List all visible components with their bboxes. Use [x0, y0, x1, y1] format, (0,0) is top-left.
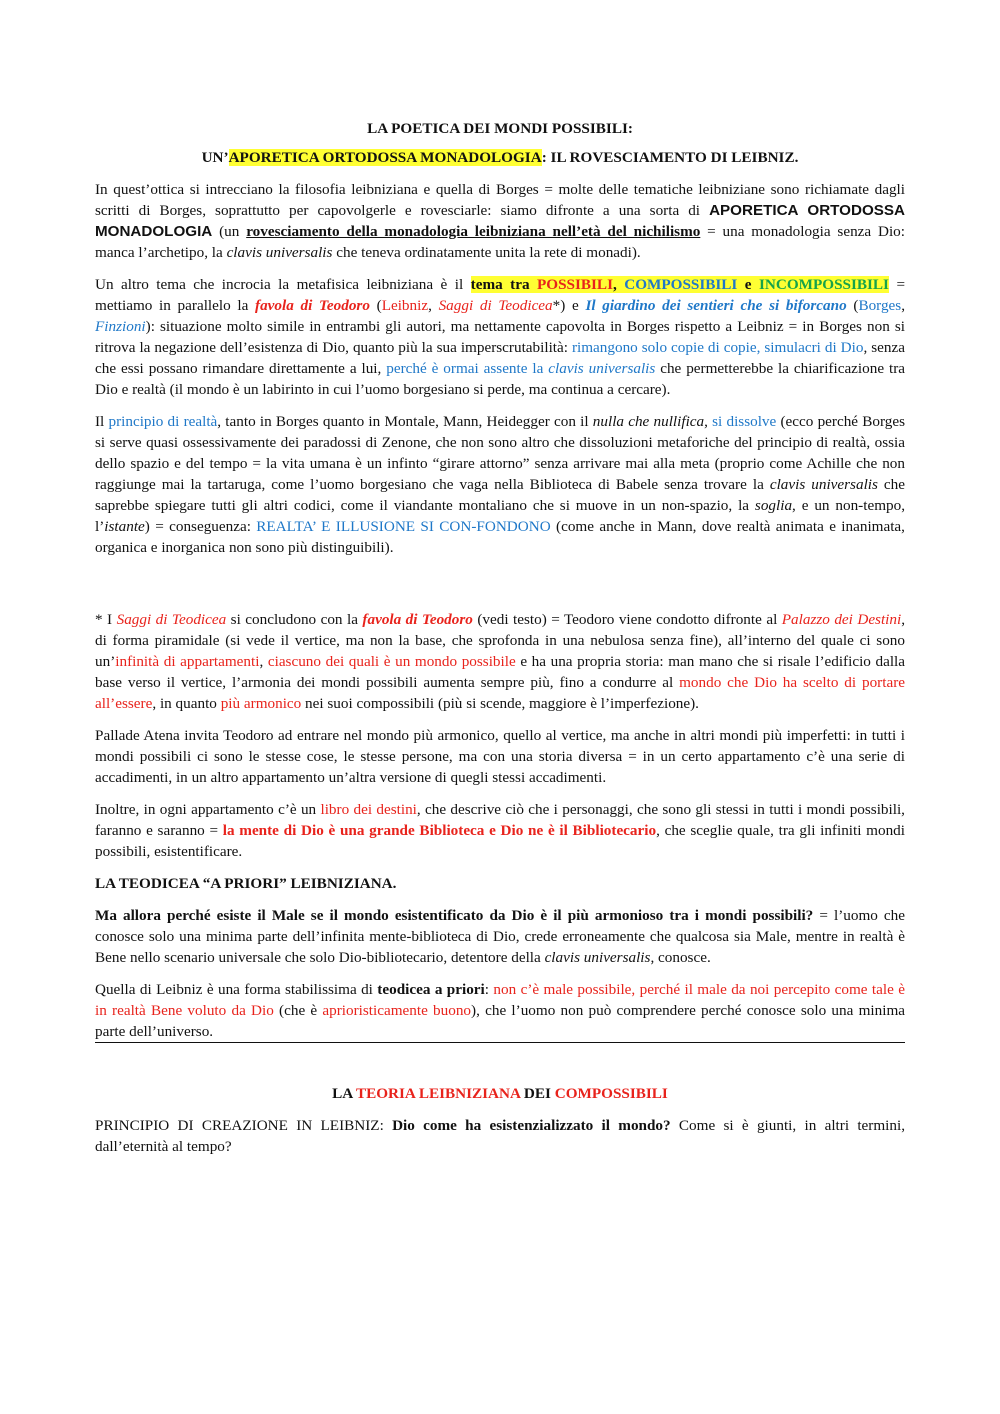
text-run: Come si è giunti, in altri termini, dall’eternità al tempo?	[95, 1117, 905, 1155]
section-heading-teodicea: LA TEODICEA “A PRIORI” LEIBNIZIANA.	[95, 875, 397, 892]
text-run: Un altro tema che incrocia la metafisica leibniziana è il	[95, 276, 471, 293]
text-run: (vedi testo) = Teodoro viene condotto difronte al	[472, 611, 782, 628]
paragraph-7	[95, 905, 905, 968]
subtitle-highlight: APORETICA ORTODOSSA MONADOLOGIA	[228, 149, 542, 166]
text-run: *) e	[552, 297, 586, 314]
text-run: che permetterebbe la chiarificazione tra Dio e realtà (il mondo è un labirinto in cui l’uomo borgesiano si perde, ma continua a cercare).	[95, 360, 906, 398]
text-run: , e un non-tempo, l’	[95, 497, 905, 535]
text-run: clavis universalis	[548, 360, 656, 377]
text-run: ,	[901, 297, 905, 314]
text-run: APORETICA ORTODOSSA MONADOLOGIA	[95, 202, 905, 240]
text-run: Borges	[858, 297, 902, 314]
text-run: POSSIBILI	[537, 276, 613, 293]
text-run: Palazzo dei Destini	[781, 611, 902, 628]
text-run: REALTA’ E ILLUSIONE SI CON-FONDONO	[256, 518, 551, 535]
text-run: TEORIA LEIBNIZIANA	[355, 1085, 521, 1102]
text-run: Saggi di Teodicea	[438, 297, 553, 314]
text-run: Dio come ha esistenzializzato il mondo?	[392, 1117, 671, 1134]
page-subtitle	[95, 147, 905, 168]
text-run: perché è ormai assente la	[386, 360, 549, 377]
text-run: libro dei destini	[320, 801, 417, 818]
text-run: ,	[428, 297, 439, 314]
document-page	[95, 118, 905, 1168]
text-run: Inoltre, in ogni appartamento c’è un	[95, 801, 321, 818]
text-run: tema tra	[470, 276, 537, 293]
text-run: = mettiamo in parallelo la	[95, 276, 906, 314]
text-run: , tanto in Borges quanto in Montale, Mann, Heidegger con il	[217, 413, 593, 430]
text-run: LA	[332, 1085, 356, 1102]
text-run: In quest’ottica si intrecciano la filosofia leibniziana e quella di Borges = molte delle tematiche leibniziane sono richiamate dagli scritti di Borges, soprattutto per capovolgerle e rovesciarle: siamo difronte a una sorta di	[95, 181, 905, 219]
text-run: = una monadologia senza Dio: manca l’archetipo, la	[95, 223, 905, 261]
text-run: Il	[95, 413, 109, 430]
text-run: , senza che essi possano rimandare direttamente a lui,	[95, 339, 905, 377]
text-run: soglia	[754, 497, 793, 514]
text-run: infinità di appartamenti	[115, 653, 260, 670]
text-run: istante	[104, 518, 145, 535]
text-run: ,	[259, 653, 268, 670]
page-title: LA POETICA DEI MONDI POSSIBILI:	[367, 120, 633, 137]
text-run: si dissolve	[712, 413, 777, 430]
text-run: :	[484, 981, 494, 998]
text-run: ,	[704, 413, 713, 430]
text-run: COMPOSSIBILI	[624, 276, 738, 293]
paragraph-3	[95, 411, 905, 558]
paragraph-1	[95, 179, 905, 263]
text-run: rovesciamento della monadologia leibniziana nell’età del nichilismo	[246, 223, 701, 240]
text-run: (	[369, 297, 382, 314]
text-run: , che descrive ciò che i personaggi, che sono gli stessi in tutti i mondi possibili, faranno e saranno =	[95, 801, 905, 839]
text-run: rimangono solo copie di copie, simulacri di Dio	[571, 339, 864, 356]
text-run: ,	[612, 276, 625, 293]
text-run: ciascuno dei quali è un mondo possibile	[267, 653, 516, 670]
text-run: DEI	[520, 1085, 555, 1102]
text-run: che saprebbe spiegare tutti gli altri codici, come il viandante montaliano che si muove in un non-spazio, la	[95, 476, 906, 514]
text-run: nulla che nullifica	[592, 413, 705, 430]
paragraph-2	[95, 274, 905, 400]
paragraph-8	[95, 979, 905, 1042]
text-run: principio di realtà	[108, 413, 218, 430]
text-run: Quella di Leibniz è una forma stabilissima di	[95, 981, 378, 998]
text-run: nei suoi compossibili (più si scende, maggiore è l’imperfezione).	[301, 695, 699, 712]
text-run: mondo che Dio ha scelto di portare all’essere	[95, 674, 905, 712]
text-run: , che sceglie quale, tra gli infiniti mondi possibili, esistentificare.	[95, 822, 905, 860]
text-run: , di forma piramidale (si vede il vertice, ma non la base, che sprofonda in una nebulosa senza fine), all’interno del quale ci sono un’	[95, 611, 906, 670]
text-run: Leibniz	[381, 297, 429, 314]
text-run: più armonico	[220, 695, 302, 712]
text-run: Ma allora perché esiste il Male se il mondo esistentificato da Dio è il più armonioso tra i mondi possibili?	[95, 907, 814, 924]
text-run: (un	[212, 223, 247, 240]
text-run: INCOMPOSSIBILI	[759, 276, 889, 293]
text-run: * I	[95, 611, 117, 628]
blank-space	[95, 569, 905, 609]
paragraph-5: Pallade Atena invita Teodoro ad entrare nel mondo più armonico, quello al vertice, ma anche in altri mondi più imperfetti: in tutti i mondi possibili ci sono le stesse cose, le stesse persone, ma con una storia diversa = in un certo appartamento c’è una serie di accadimenti, in un altro appartamento un’altra versione di quegli stessi accadimenti.	[95, 727, 905, 786]
blank-space	[95, 1043, 905, 1083]
text-run: (che è	[273, 1002, 323, 1019]
text-run: (ecco perché Borges si serve quasi ossessivamente dei paradossi di Zenone, che non sono altro che dissoluzioni metaforiche del principio di realtà, ossia dello spazio e del tempo = la vita umana è un infinto “girare attorno” senza arrivare mai alla meta (proprio come Achille che non raggiunge mai la tartaruga, come l’uomo borgesiano che vaga nella Biblioteca di Babele senza trovare la	[95, 413, 905, 493]
text-run: (come anche in Mann, dove realtà animata e inanimata, organica e inorganica non sono più distinguibili).	[95, 518, 905, 556]
text-run: Il giardino dei sentieri che si biforcano	[585, 297, 847, 314]
text-run: favola di Teodoro	[362, 611, 473, 628]
paragraph-6	[95, 799, 905, 862]
text-run: clavis universalis	[769, 476, 878, 493]
subtitle-pre: UN’	[201, 149, 229, 166]
text-run: si concludono con la	[226, 611, 363, 628]
section-heading-compossibili	[95, 1083, 905, 1104]
text-run: clavis universalis	[544, 949, 651, 966]
text-run: ): situazione molto simile in entrambi gli autori, ma nettamente capovolta in Borges rispetto a Leibniz = in Borges non si ritrova la negazione dell’esistenza di Dio, quanto più la sua imperscrutabilità:	[95, 318, 905, 356]
text-run: = l’uomo che conosce solo una minima parte dell’infinita mente-biblioteca di Dio, crede erroneamente che qualcosa sia Male, mentre in realtà è Bene nello scenario universale che solo Dio-bibliotecario, detentore della	[95, 907, 905, 966]
text-run: non c’è male possibile, perché il male da noi percepito come tale è in realtà Bene voluto da Dio	[95, 981, 905, 1019]
text-run: , conosce.	[650, 949, 711, 966]
text-run: clavis universalis	[226, 244, 333, 261]
text-run: e	[737, 276, 759, 293]
text-run: ), che l’uomo non può comprendere perché conosce solo una minima parte dell’universo.	[95, 1002, 905, 1040]
text-run: che teneva ordinatamente unita la rete di monadi).	[332, 244, 641, 261]
text-run: aprioristicamente buono	[322, 1002, 472, 1019]
text-run: teodicea a priori	[377, 981, 485, 998]
text-run: e ha una propria storia: man mano che si risale l’edificio dalla base verso il vertice, l’armonia dei mondi possibili aumenta sempre più, fino a condurre al	[95, 653, 906, 691]
paragraph-9	[95, 1115, 905, 1157]
text-run: , in quanto	[152, 695, 221, 712]
text-run: ) = conseguenza:	[144, 518, 257, 535]
text-run: PRINCIPIO DI CREAZIONE IN LEIBNIZ:	[95, 1117, 393, 1134]
text-run: favola di Teodoro	[255, 297, 370, 314]
text-run: la mente di Dio è una grande Biblioteca e Dio ne è il Bibliotecario	[222, 822, 657, 839]
subtitle-post: : IL ROVESCIAMENTO DI LEIBNIZ.	[541, 149, 799, 166]
text-run: Saggi di Teodicea	[116, 611, 227, 628]
text-run: (	[846, 297, 859, 314]
text-run: COMPOSSIBILI	[554, 1085, 668, 1102]
footnote-paragraph	[95, 609, 905, 714]
text-run: Finzioni	[95, 318, 146, 335]
